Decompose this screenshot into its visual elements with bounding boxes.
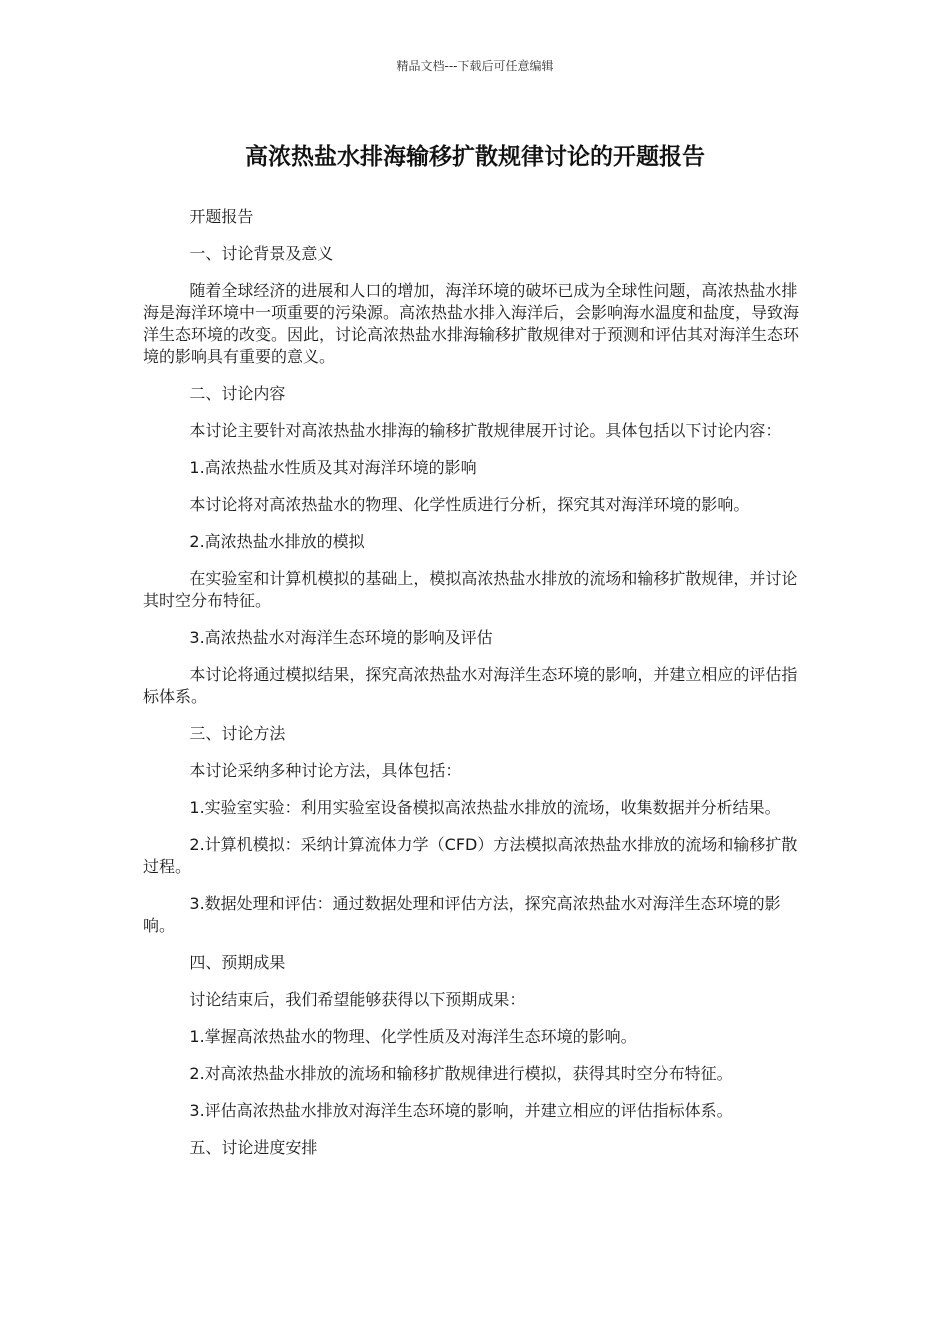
outcome-item-2: 2.对高浓热盐水排放的流场和输移扩散规律进行模拟，获得其时空分布特征。 <box>189 1064 733 1083</box>
paragraph-methods-intro: 本讨论采纳多种讨论方法，具体包括： <box>189 761 462 780</box>
outcome-item-3: 3.评估高浓热盐水排放对海洋生态环境的影响，并建立相应的评估指标体系。 <box>189 1101 733 1120</box>
item-heading-2: 2.高浓热盐水排放的模拟 <box>189 532 365 551</box>
paragraph-outcomes-intro: 讨论结束后，我们希望能够获得以下预期成果： <box>189 990 526 1009</box>
section-label-kaiti: 开题报告 <box>189 207 254 226</box>
method-item-1: 1.实验室实验：利用实验室设备模拟高浓热盐水排放的流场，收集数据并分析结果。 <box>189 798 781 817</box>
document-body <box>143 206 807 1174</box>
item-text-1: 本讨论将对高浓热盐水的物理、化学性质进行分析，探究其对海洋环境的影响。 <box>189 495 750 514</box>
outcome-item-1: 1.掌握高浓热盐水的物理、化学性质及对海洋生态环境的影响。 <box>189 1027 637 1046</box>
method-item-3: 3.数据处理和评估：通过数据处理和评估方法，探究高浓热盐水对海洋生态环境的影响。 <box>143 894 781 935</box>
section-heading-background: 一、讨论背景及意义 <box>189 244 334 263</box>
paragraph-background: 随着全球经济的进展和人口的增加，海洋环境的破坏已成为全球性问题，高浓热盐水排海是海洋环境中一项重要的污染源。高浓热盐水排入海洋后，会影响海水温度和盐度，导致海洋生态环境的改变。因此，讨论高浓热盐水排海输移扩散规律对于预测和评估其对海洋生态环境的影响具有重要的意义。 <box>143 281 800 366</box>
section-heading-schedule: 五、讨论进度安排 <box>189 1138 318 1157</box>
method-item-2: 2.计算机模拟：采纳计算流体力学（CFD）方法模拟高浓热盐水排放的流场和输移扩散过程。 <box>143 835 798 876</box>
paragraph-content-intro: 本讨论主要针对高浓热盐水排海的输移扩散规律展开讨论。具体包括以下讨论内容： <box>189 421 782 440</box>
item-heading-3: 3.高浓热盐水对海洋生态环境的影响及评估 <box>189 628 493 647</box>
section-heading-outcomes: 四、预期成果 <box>189 953 286 972</box>
item-text-3: 本讨论将通过模拟结果，探究高浓热盐水对海洋生态环境的影响，并建立相应的评估指标体系。 <box>143 665 798 706</box>
section-heading-methods: 三、讨论方法 <box>189 724 286 743</box>
section-heading-content: 二、讨论内容 <box>189 384 286 403</box>
item-text-2: 在实验室和计算机模拟的基础上，模拟高浓热盐水排放的流场和输移扩散规律，并讨论其时空分布特征。 <box>143 569 798 610</box>
document-title: 高浓热盐水排海输移扩散规律讨论的开题报告 <box>245 144 705 170</box>
item-heading-1: 1.高浓热盐水性质及其对海洋环境的影响 <box>189 458 477 477</box>
header-note: 精品文档---下载后可任意编辑 <box>396 59 554 73</box>
